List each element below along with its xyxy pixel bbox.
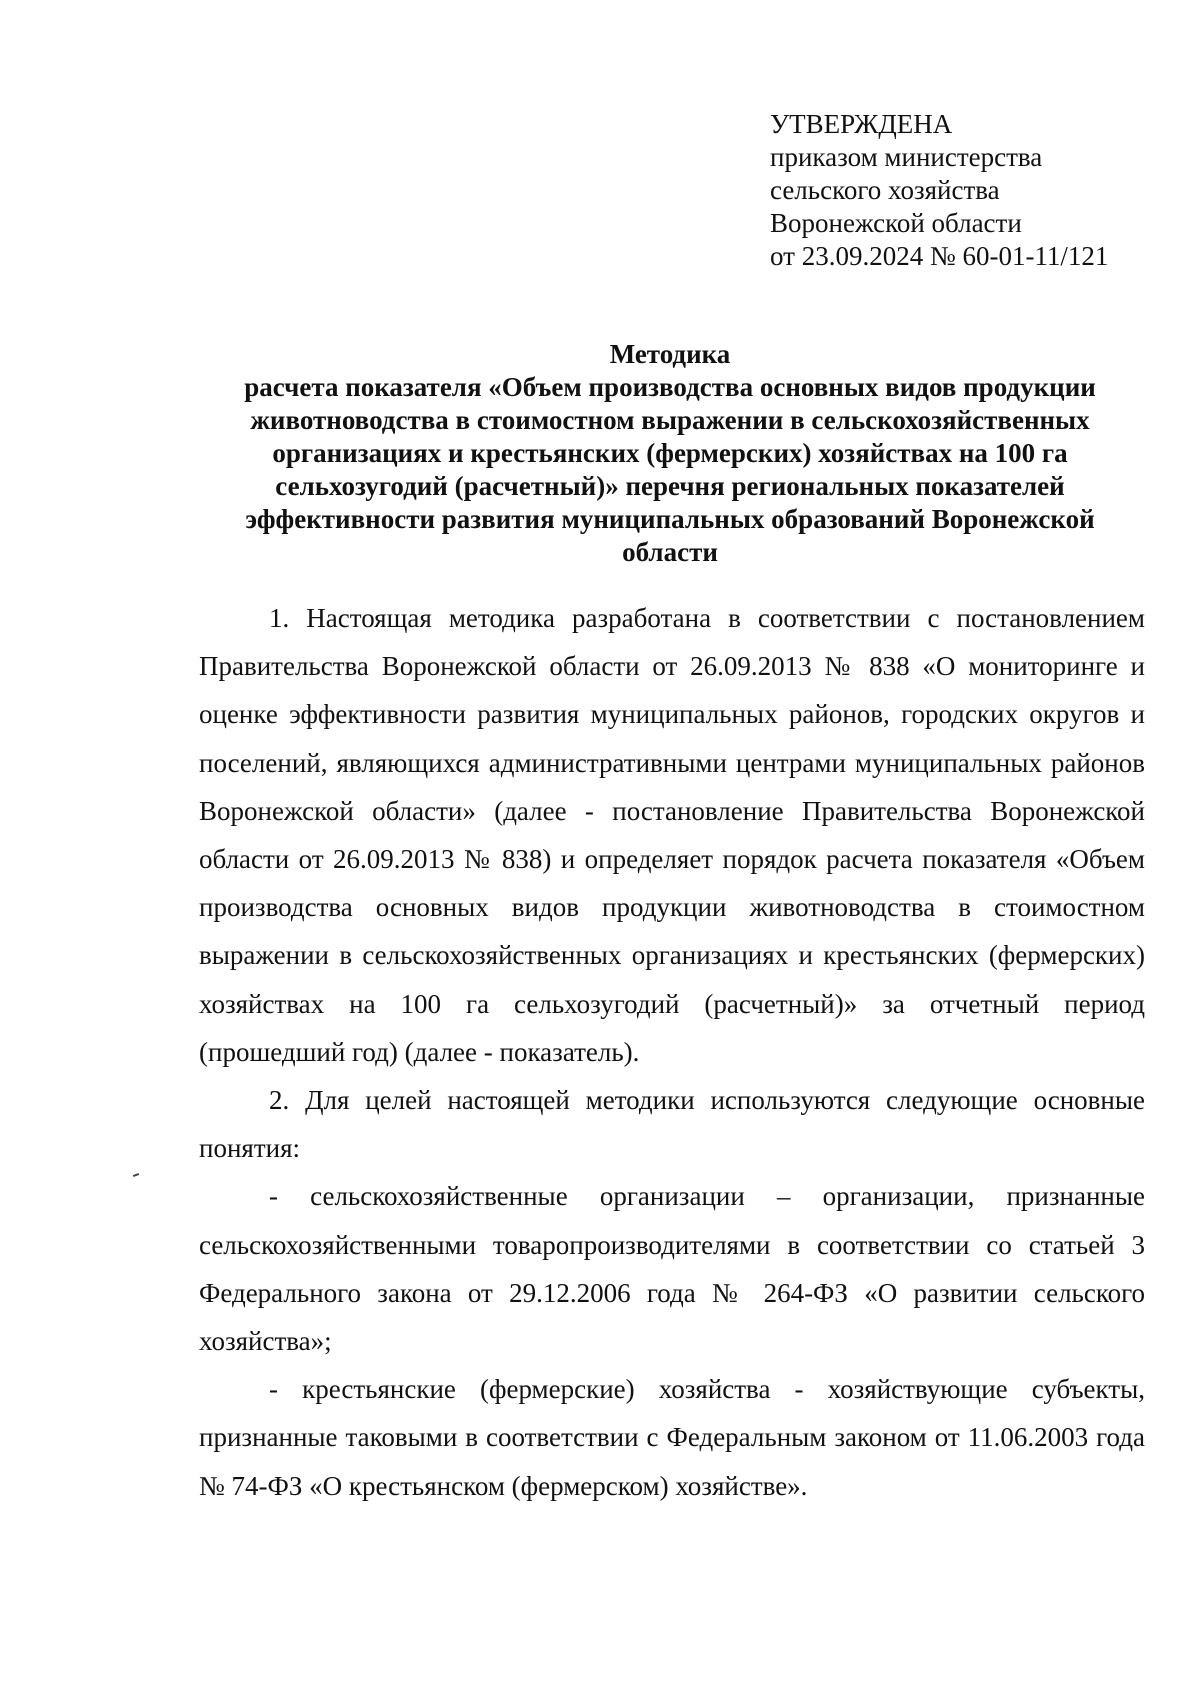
title-line: области [622, 537, 718, 567]
paragraph-1: 1. Настоящая методика разработана в соответствии с постановлением Правительства Воронежской области от 26.09.2013 № 838 «О мониторинге и оценке эффективности развития муниципальных районов, городских округов и поселений, являющихся административными центрами муниципальных районов Воронежской области» (далее - постановление Правительства Воронежской области от 26.09.2013 № 838) и определяет порядок расчета показателя «Объем производства основных видов продукции животноводства в стоимостном выражении в сельскохозяйственных организациях и крестьянских (фермерских) хозяйствах на 100 га сельхозугодий (расчетный)» за отчетный период (прошедший год) (далее - показатель). [199, 603, 1145, 1067]
approval-stamp-block [770, 108, 1108, 273]
approval-heading: УТВЕРЖДЕНА [770, 109, 953, 139]
title-line: животноводства в стоимостном выражении в сельскохозяйственных [250, 405, 1090, 435]
approval-line: сельского хозяйства [770, 175, 1000, 205]
title-line: организациях и крестьянских (фермерских) хозяйствах на 100 га [272, 438, 1068, 468]
approval-order-number: от 23.09.2024 № 60-01-11/121 [770, 241, 1109, 271]
title-heading: Методика [609, 339, 731, 369]
approval-line: приказом министерства [770, 142, 1043, 172]
document-body [199, 594, 1145, 1510]
document-title [200, 338, 1140, 569]
approval-line: Воронежской области [770, 208, 1022, 238]
title-line: эффективности развития муниципальных образований Воронежской [245, 504, 1095, 534]
definition-agricultural-organizations: - сельскохозяйственные организации – организации, признанные сельскохозяйственными товаропроизводителями в соответствии со статьей 3 Федерального закона от 29.12.2006 года № 264-ФЗ «О развитии сельского хозяйства»; [199, 1181, 1145, 1357]
title-line: расчета показателя «Объем производства основных видов продукции [244, 372, 1096, 402]
paragraph-2: 2. Для целей настоящей методики используются следующие основные понятия: [199, 1085, 1145, 1164]
definition-farm-households: - крестьянские (фермерские) хозяйства - хозяйствующие субъекты, признанные таковыми в соответствии с Федеральным законом от 11.06.2003 года № 74-ФЗ «О крестьянском (фермерском) хозяйстве». [199, 1374, 1145, 1501]
title-line: сельхозугодий (расчетный)» перечня региональных показателей [275, 471, 1065, 501]
scan-speck [133, 1173, 139, 1177]
